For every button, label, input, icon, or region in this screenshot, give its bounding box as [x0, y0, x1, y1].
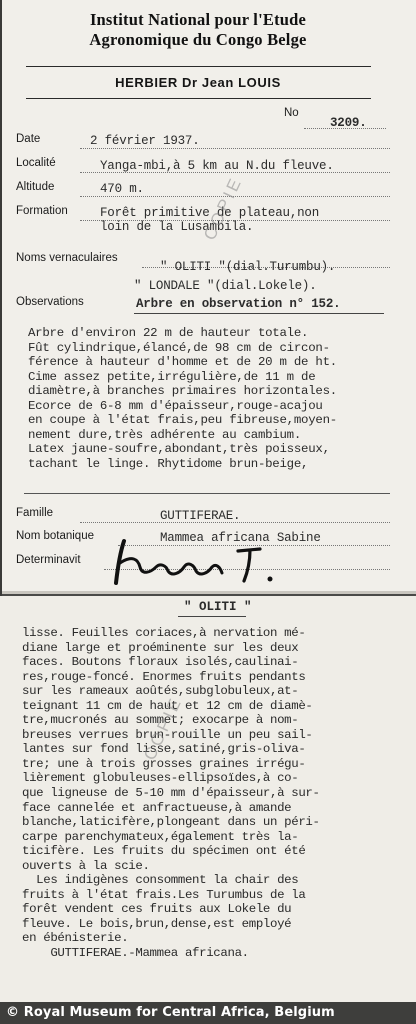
- continuation-title-underline: [178, 616, 246, 617]
- nom-botanique-value: Mammea africana Sabine: [160, 531, 321, 545]
- continuation-line: face cannelée et anfractueuse,à amande: [22, 800, 292, 815]
- continuation-line: lantes sur fond lisse,satiné,gris-oliva-: [22, 742, 306, 757]
- determinavit-signature: [110, 533, 310, 589]
- continuation-line: forêt vendent ces fruits aux Lokele du: [22, 902, 292, 917]
- famille-label: Famille: [16, 507, 54, 519]
- noms-value-line1: " OLITI "(dial.Turumbu).: [160, 260, 336, 274]
- description-line: en coupe à l'état frais,peu fibreuse,moyen-: [28, 413, 337, 427]
- continuation-line: carpe parenchymateux,également très la-: [22, 829, 299, 844]
- copie-stamp-card2: COPIE: [140, 693, 186, 764]
- continuation-line: faces. Boutons floraux isolés,caulinai-: [22, 655, 299, 670]
- continuation-line: en ébénisterie.: [22, 931, 129, 946]
- continuation-line: GUTTIFERAE.-Mammea africana.: [22, 946, 249, 961]
- description-separator: [24, 493, 390, 494]
- description-line: tachant le linge. Rhytidome brun-beige,: [28, 456, 309, 471]
- continuation-line: ticifère. Les fruits du spécimen ont été: [22, 844, 306, 859]
- continuation-line: sur les rameaux aoûtés,subglobuleux,at-: [22, 684, 299, 699]
- number-label: No: [284, 107, 299, 119]
- date-label: Date: [16, 133, 41, 145]
- noms-vernaculaires-label: Noms vernaculaires: [16, 252, 118, 264]
- localite-value: Yanga-mbi,à 5 km au N.du fleuve.: [100, 159, 334, 173]
- continuation-line: tre,mucronés au sommet; exocarpe à nom-: [22, 713, 299, 728]
- copyright-text: © Royal Museum for Central Africa, Belgium: [6, 1005, 335, 1020]
- continuation-line: que ligneuse de 5-10 mm d'épaisseur,à sur-: [22, 786, 320, 801]
- copie-stamp: COPIE: [200, 173, 246, 244]
- nom-botanique-label: Nom botanique: [16, 530, 94, 542]
- continuation-text: [22, 626, 414, 961]
- observations-label: Observations: [16, 296, 84, 308]
- header-rule-bottom: [26, 98, 371, 99]
- continuation-line: Les indigènes consomment la chair des: [22, 873, 299, 888]
- observations-underline: [134, 313, 384, 314]
- description-line: Arbre d'environ 22 m de hauteur totale.: [28, 326, 309, 340]
- institute-name-line2: Agronomique du Congo Belge: [89, 30, 307, 49]
- altitude-value: 470 m.: [100, 182, 144, 196]
- famille-value: GUTTIFERAE.: [160, 509, 241, 523]
- continuation-line: teignant 11 cm de haut et 12 cm de diamè-: [22, 698, 313, 713]
- description-line: nement dure,très adhérente au cambium.: [28, 427, 302, 442]
- description-line: diamètre,à branches primaires horizontales.: [28, 384, 337, 398]
- date-value: 2 février 1937.: [90, 134, 200, 148]
- formation-value-line1: Forêt primitive de plateau,non: [100, 206, 320, 220]
- continuation-line: lièrement globuleuses-ellipsoïdes,à co-: [22, 771, 299, 786]
- observations-value: Arbre en observation n° 152.: [136, 297, 341, 311]
- description-line: Ecorce de 6-8 mm d'épaisseur,rouge-acajou: [28, 398, 323, 413]
- noms-value-line2: " LONDALE "(dial.Lokele).: [134, 279, 317, 293]
- description-line: férence à hauteur d'homme et de 20 m de ht.: [28, 355, 337, 369]
- localite-label: Localité: [16, 157, 56, 169]
- continuation-line: ouverts à la scie.: [22, 858, 150, 873]
- header-rule-top: [26, 66, 371, 67]
- continuation-title: " OLITI ": [184, 600, 252, 614]
- continuation-line: lisse. Feuilles coriaces,à nervation mé-: [22, 626, 306, 640]
- determinavit-label: Determinavit: [16, 554, 81, 566]
- description-text: [28, 326, 408, 471]
- specimen-number: 3209.: [330, 116, 367, 130]
- continuation-line: breuses verrues brun-rouille un peu sail-: [22, 727, 313, 742]
- description-line: Fût cylindrique,élancé,de 98 cm de circon-: [28, 340, 330, 355]
- continuation-line: diane large et proéminente sur les deux: [22, 640, 299, 655]
- altitude-label: Altitude: [16, 181, 55, 193]
- formation-label: Formation: [16, 205, 68, 217]
- description-line: Cime assez petite,irrégulière,de 11 m de: [28, 369, 316, 384]
- continuation-line: fruits à l'état frais.Les Turumbus de la: [22, 887, 306, 902]
- continuation-line: tre; une à trois grosses graines irrégu-: [22, 756, 306, 771]
- description-line: Latex jaune-soufre,abondant,très poisseux,: [28, 442, 330, 456]
- date-dotline: [80, 148, 390, 149]
- continuation-line: res,rouge-foncé. Enormes fruits pendants: [22, 669, 306, 684]
- continuation-line: blanche,laticifère,plongeant dans un péri-: [22, 815, 320, 830]
- institute-name-line1: Institut National pour l'Etude: [89, 10, 307, 29]
- continuation-line: fleuve. Le bois,brun,dense,est employé: [22, 916, 292, 931]
- formation-value-line2: loin de la Lusambila.: [100, 220, 254, 234]
- herbier-title: HERBIER Dr Jean LOUIS: [115, 75, 281, 90]
